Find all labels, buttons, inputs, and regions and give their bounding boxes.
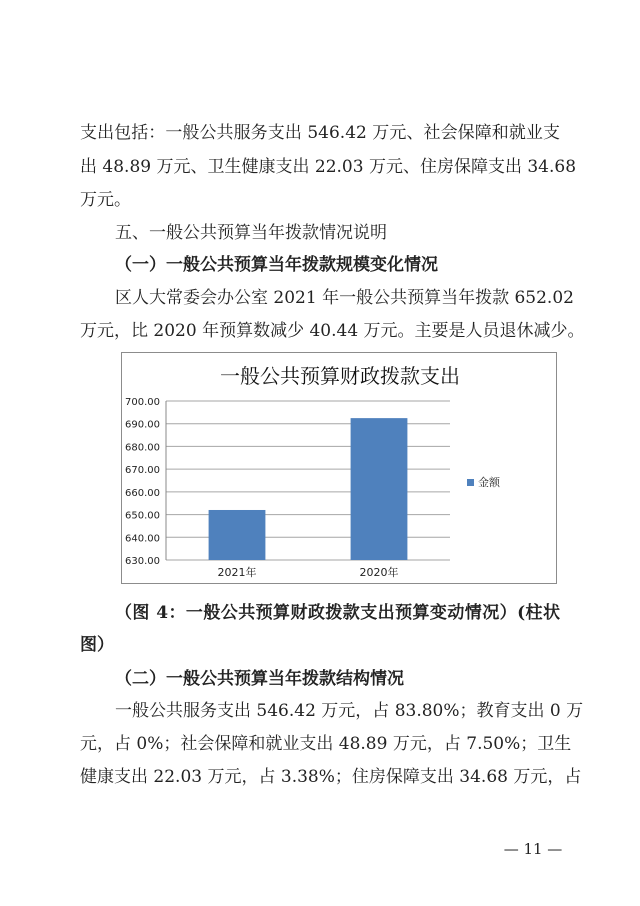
y-tick-label: 680.00 (125, 442, 160, 454)
bar-1 (209, 510, 266, 560)
chart-canvas (122, 353, 558, 585)
paragraph-2-line-1: 区人大常委会办公室 2021 年一般公共预算当年拨款 652.02 (115, 288, 574, 308)
paragraph-1-line-2: 出 48.89 万元、卫生健康支出 22.03 万元、住房保障支出 34.68 (80, 157, 577, 177)
bar-chart (121, 352, 557, 584)
legend-label: 金额 (478, 476, 500, 489)
paragraph-3-line-1: 一般公共服务支出 546.42 万元，占 83.80%；教育支出 0 万 (115, 701, 584, 721)
paragraph-2-line-2: 万元，比 2020 年预算数减少 40.44 万元。主要是人员退休减少。 (80, 321, 585, 341)
y-tick-label: 650.00 (125, 510, 160, 522)
subsection-heading-2: （二）一般公共预算当年拨款结构情况 (115, 669, 404, 689)
paragraph-1-line-3: 万元。 (80, 190, 131, 210)
x-tick-label: 2021年 (217, 566, 257, 579)
figure-caption-line-2: 图） (80, 635, 114, 655)
y-tick-label: 640.00 (125, 533, 160, 545)
y-tick-label: 670.00 (125, 465, 160, 477)
y-tick-label: 630.00 (125, 556, 160, 567)
paragraph-3-line-2: 元，占 0%；社会保障和就业支出 48.89 万元，占 7.50%；卫生 (80, 734, 572, 754)
paragraph-3-line-3: 健康支出 22.03 万元，占 3.38%；住房保障支出 34.68 万元，占 (80, 767, 582, 787)
x-tick-label: 2020年 (359, 566, 399, 579)
y-tick-label: 660.00 (125, 487, 160, 499)
paragraph-1-line-1: 支出包括：一般公共服务支出 546.42 万元、社会保障和就业支 (80, 123, 560, 143)
bar-2 (351, 418, 408, 560)
legend-swatch (467, 479, 474, 486)
figure-caption-line-1: （图 4：一般公共预算财政拨款支出预算变动情况）(柱状 (115, 603, 560, 623)
subsection-heading-1: （一）一般公共预算当年拨款规模变化情况 (115, 255, 438, 275)
y-tick-label: 690.00 (125, 419, 160, 431)
chart-title: 一般公共预算财政拨款支出 (220, 364, 460, 388)
y-tick-label: 700.00 (125, 397, 160, 408)
page-number: — 11 — (503, 840, 563, 858)
section-heading-5: 五、一般公共预算当年拨款情况说明 (115, 223, 387, 243)
